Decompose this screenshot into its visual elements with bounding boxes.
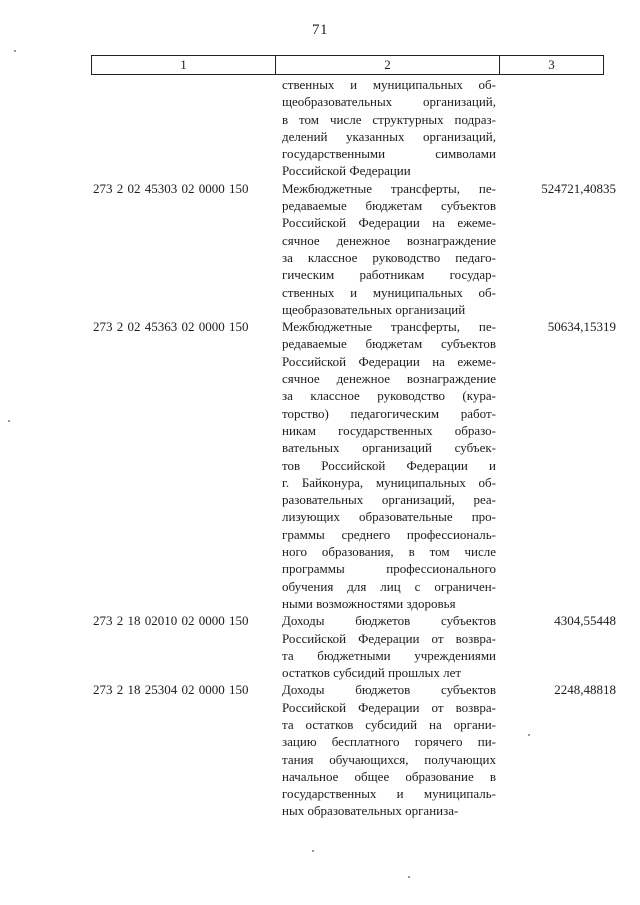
description-line: ного образования, в том числе bbox=[282, 544, 496, 560]
table-body bbox=[0, 76, 640, 820]
description-line: за классное руководство педаго- bbox=[282, 249, 496, 265]
description-line: щеобразовательных организаций bbox=[282, 301, 466, 317]
description-line: зацию бесплатного горячего пи- bbox=[282, 734, 496, 750]
description-line: в том числе структурных подраз- bbox=[282, 111, 496, 127]
scan-speck bbox=[528, 734, 530, 736]
description-line: щеобразовательных организаций, bbox=[282, 94, 496, 110]
amount-value: 50634,15319 bbox=[547, 319, 616, 335]
description-line: начальное общее образование в bbox=[282, 768, 496, 784]
table-row bbox=[0, 681, 640, 819]
description-line: остатков субсидий прошлых лет bbox=[282, 665, 462, 681]
income-description bbox=[282, 76, 496, 180]
description-line: торство) педагогическим работ- bbox=[282, 405, 496, 421]
description-line: Межбюджетные трансферты, пе- bbox=[282, 319, 496, 335]
budget-code: 273 2 02 45303 02 0000 150 bbox=[93, 180, 249, 196]
budget-code: 273 2 02 45363 02 0000 150 bbox=[93, 319, 249, 335]
description-line: ственных и муниципальных об- bbox=[282, 77, 496, 92]
scan-speck bbox=[312, 850, 314, 852]
description-line: Доходы бюджетов субъектов bbox=[282, 682, 496, 698]
income-description bbox=[282, 318, 496, 612]
description-line: ственных и муниципальных об- bbox=[282, 284, 496, 300]
description-line: Межбюджетные трансферты, пе- bbox=[282, 180, 496, 196]
scan-speck bbox=[14, 50, 16, 52]
scan-speck bbox=[408, 876, 410, 878]
budget-code: 273 2 18 25304 02 0000 150 bbox=[93, 682, 249, 698]
budget-code: 273 2 18 02010 02 0000 150 bbox=[93, 613, 249, 629]
description-line: сячное денежное вознаграждение bbox=[282, 232, 496, 248]
table-row bbox=[0, 612, 640, 681]
description-line: государственных и муниципаль- bbox=[282, 786, 496, 802]
description-line: сячное денежное вознаграждение bbox=[282, 371, 496, 387]
amount-value: 524721,40835 bbox=[541, 180, 616, 196]
amount-value: 4304,55448 bbox=[554, 613, 616, 629]
table-header-row bbox=[91, 55, 604, 75]
description-line: редаваемые бюджетам субъектов bbox=[282, 336, 496, 352]
description-line: лизующих образовательные про- bbox=[282, 509, 496, 525]
description-line: обучения для лиц с ограничен- bbox=[282, 578, 496, 594]
header-col-2: 2 bbox=[276, 56, 500, 74]
page-number: 71 bbox=[312, 22, 328, 38]
description-line: редаваемые бюджетам субъектов bbox=[282, 198, 496, 214]
description-line: разовательных организаций, реа- bbox=[282, 492, 496, 508]
table-row bbox=[0, 76, 640, 180]
scan-speck bbox=[8, 420, 10, 422]
description-line: тания обучающихся, получающих bbox=[282, 751, 496, 767]
description-line: никам государственных образо- bbox=[282, 422, 496, 438]
description-line: государственными символами bbox=[282, 146, 496, 162]
description-line: та бюджетными учреждениями bbox=[282, 647, 496, 663]
description-line: Российской Федерации на ежеме- bbox=[282, 353, 496, 369]
description-line: ными возможностями здоровья bbox=[282, 595, 456, 611]
table-row bbox=[0, 318, 640, 612]
description-line: делений указанных организаций, bbox=[282, 128, 496, 144]
description-line: за классное руководство (кура- bbox=[282, 388, 496, 404]
table-row bbox=[0, 180, 640, 318]
description-line: программы профессионального bbox=[282, 561, 496, 577]
income-description bbox=[282, 681, 496, 819]
description-line: Российской Федерации на ежеме- bbox=[282, 215, 496, 231]
description-line: граммы среднего профессиональ- bbox=[282, 526, 496, 542]
amount-value: 2248,48818 bbox=[554, 682, 616, 698]
description-line: Российской Федерации bbox=[282, 163, 411, 179]
description-line: ных образовательных организа- bbox=[282, 803, 459, 819]
income-description bbox=[282, 612, 496, 681]
description-line: Российской Федерации от возвра- bbox=[282, 699, 496, 715]
description-line: г. Байконура, муниципальных об- bbox=[282, 474, 496, 490]
description-line: тов Российской Федерации и bbox=[282, 457, 496, 473]
description-line: гическим работникам государ- bbox=[282, 267, 496, 283]
description-line: та остатков субсидий на органи- bbox=[282, 716, 496, 732]
income-description bbox=[282, 180, 496, 318]
description-line: вательных организаций субъек- bbox=[282, 440, 496, 456]
header-col-1: 1 bbox=[92, 56, 276, 74]
description-line: Российской Федерации от возвра- bbox=[282, 630, 496, 646]
header-col-3: 3 bbox=[548, 57, 555, 72]
description-line: Доходы бюджетов субъектов bbox=[282, 613, 496, 629]
